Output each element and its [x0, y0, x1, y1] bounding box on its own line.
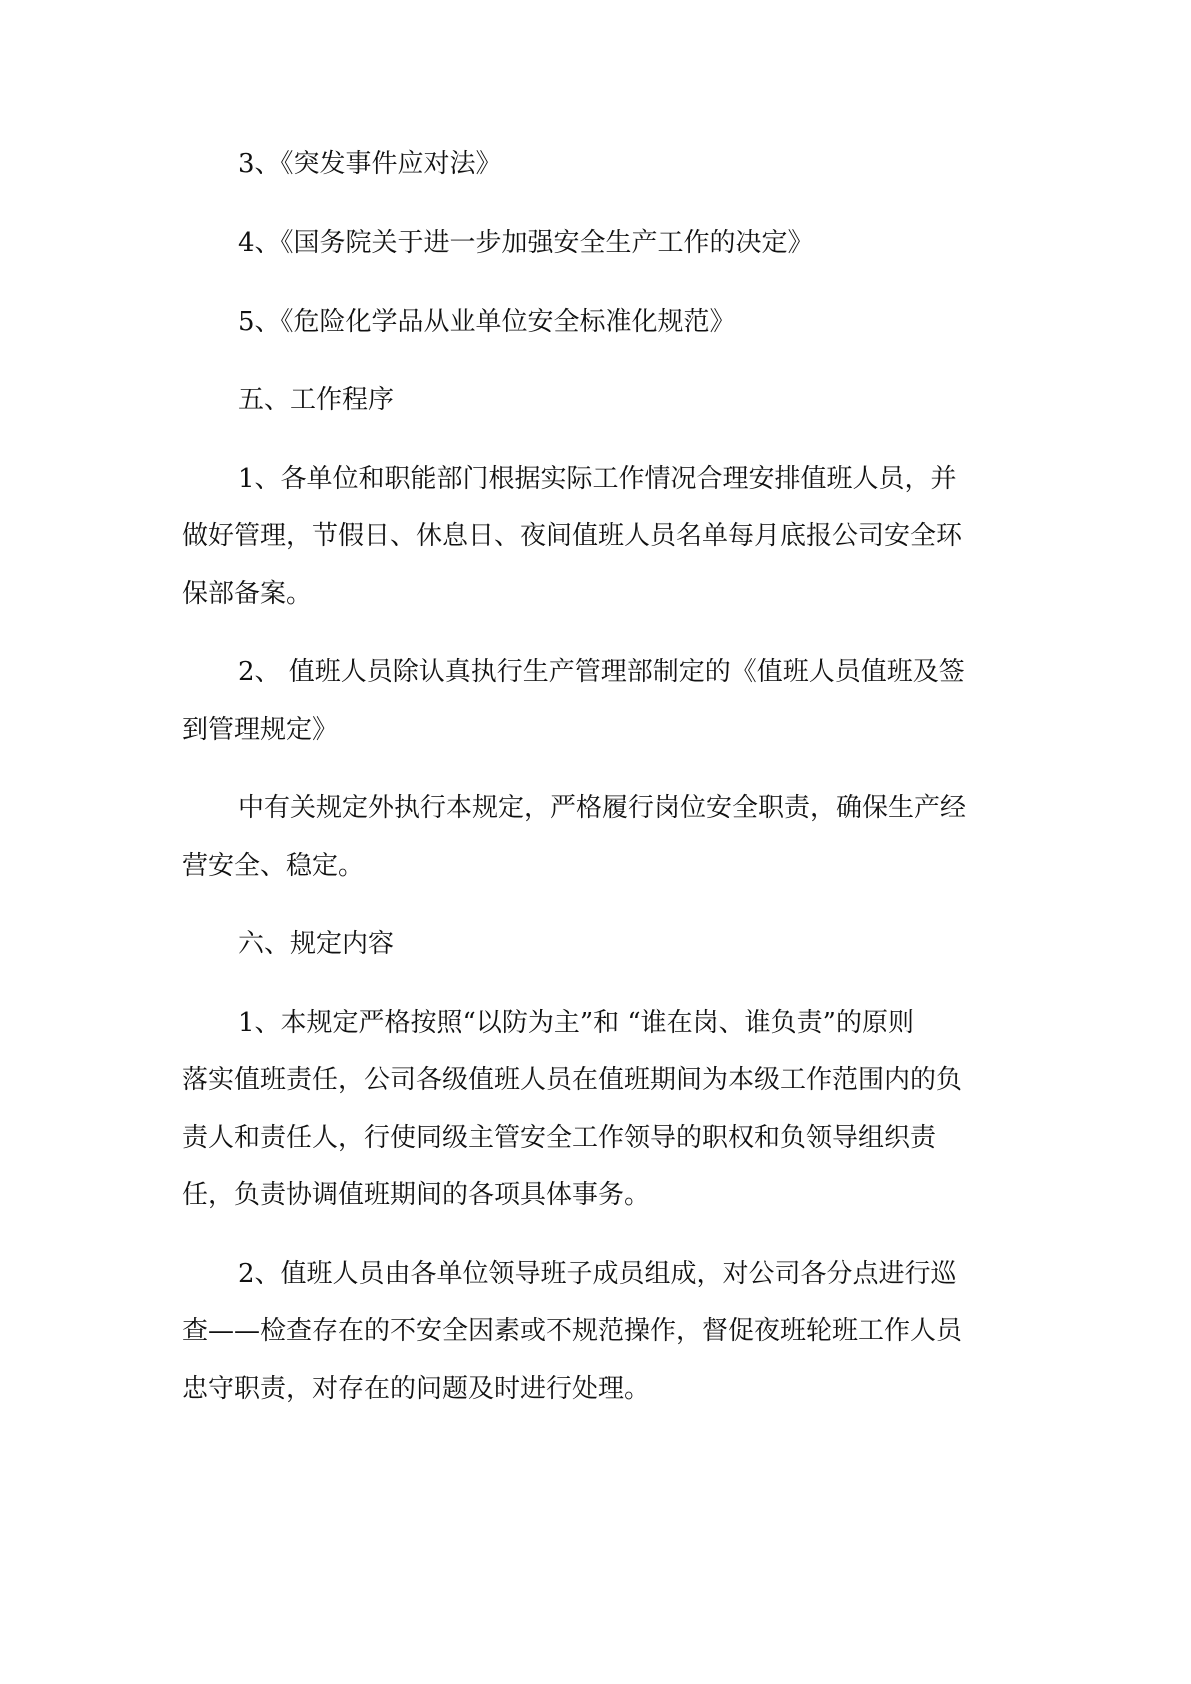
law-item-3: 3、《突发事件应对法》: [238, 149, 502, 179]
rule-2-line-3: 忠守职责，对存在的问题及时进行处理。: [182, 1374, 651, 1404]
section-heading-rules: 六、规定内容: [238, 929, 395, 959]
rule-1-line-1: 1、本规定严格按照“以防为主”和 “谁在岗、谁负责”的原则: [238, 1008, 914, 1038]
procedure-2-line-1: 2、 值班人员除认真执行生产管理部制定的《值班人员值班及签: [238, 657, 965, 687]
law-item-4: 4、《国务院关于进一步加强安全生产工作的决定》: [238, 228, 814, 258]
procedure-2-line-2: 到管理规定》: [182, 715, 339, 745]
rule-2-line-1: 2、值班人员由各单位领导班子成员组成，对公司各分点进行巡: [238, 1259, 957, 1289]
procedure-2-cont-line-1: 中有关规定外执行本规定，严格履行岗位安全职责，确保生产经: [238, 793, 967, 823]
procedure-1-line-1: 1、各单位和职能部门根据实际工作情况合理安排值班人员，并: [238, 464, 957, 494]
rule-1-line-4: 任，负责协调值班期间的各项具体事务。: [182, 1180, 651, 1210]
rule-1-line-3: 责人和责任人，行使同级主管安全工作领导的职权和负领导组织责: [182, 1123, 937, 1153]
law-item-5: 5、《危险化学品从业单位安全标准化规范》: [238, 307, 736, 337]
rule-1-line-2: 落实值班责任，公司各级值班人员在值班期间为本级工作范围内的负: [182, 1065, 963, 1095]
rule-2-line-2: 查——检查存在的不安全因素或不规范操作，督促夜班轮班工作人员: [182, 1316, 963, 1346]
section-heading-work-procedure: 五、工作程序: [238, 385, 395, 415]
procedure-1-line-3: 保部备案。: [182, 579, 313, 609]
procedure-2-cont-line-2: 营安全、稳定。: [182, 851, 365, 881]
procedure-1-line-2: 做好管理，节假日、休息日、夜间值班人员名单每月底报公司安全环: [182, 521, 963, 551]
